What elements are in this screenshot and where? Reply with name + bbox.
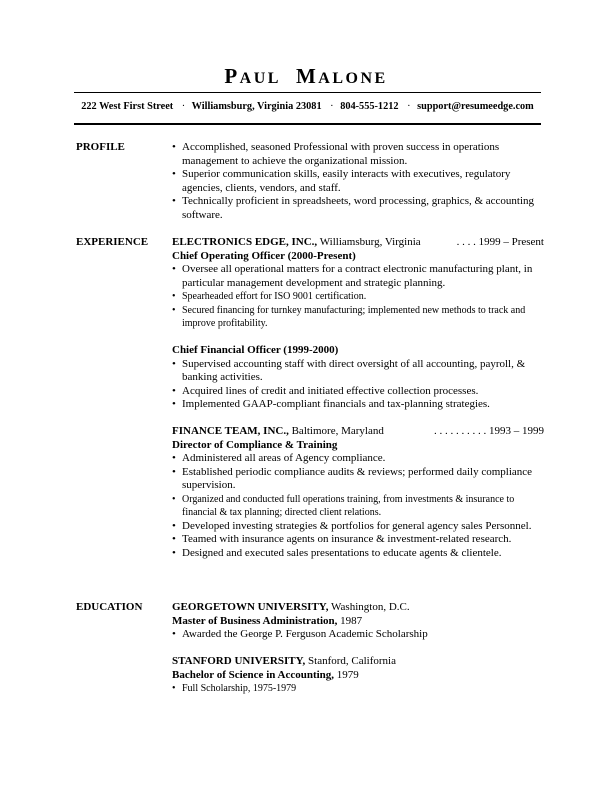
list-item: • Secured financing for turnkey manufacturing; implemented new methods to track and improve profitability. — [172, 304, 544, 331]
company-name: ELECTRONICS EDGE, INC., — [172, 236, 318, 248]
school-bullets — [172, 682, 544, 696]
list-item: • Oversee all operational matters for a contract electronic manufacturing plant, in particular management development and strategic planning. — [172, 263, 544, 290]
header-divider-thin — [74, 92, 541, 93]
profile-section — [172, 141, 544, 222]
list-item: • Designed and executed sales presentations to educate agents & clientele. — [172, 547, 544, 561]
list-item: • Teamed with insurance agents on insurance & investment-related research. — [172, 533, 544, 547]
company-location: Baltimore, Maryland — [288, 425, 384, 437]
separator: · — [407, 101, 411, 112]
degree: Bachelor of Science in Accounting, — [172, 668, 335, 681]
header-divider-thick — [74, 123, 541, 125]
degree-line — [172, 669, 544, 683]
list-item: • Established periodic compliance audits & reviews; performed daily compliance supervision. — [172, 466, 544, 493]
list-item: • Implemented GAAP-compliant financials and tax-planning strategies. — [172, 398, 544, 412]
job-bullets — [172, 263, 544, 331]
degree-year: 1979 — [334, 668, 359, 681]
list-item: • Full Scholarship, 1975-1979 — [172, 682, 544, 696]
phone: 804-555-1212 — [340, 101, 399, 112]
school-location: Stanford, California — [305, 655, 396, 667]
degree: Master of Business Administration, — [172, 614, 338, 627]
contact-line — [74, 101, 541, 112]
profile-bullets — [172, 141, 544, 222]
list-item: • Awarded the George P. Ferguson Academic Scholarship — [172, 628, 544, 642]
job-bullets — [172, 358, 544, 412]
school-bullets — [172, 628, 544, 642]
job-dates: . . . . . . . . . . 1993 – 1999 — [434, 425, 544, 437]
list-item: • Spearheaded effort for ISO 9001 certification. — [172, 290, 544, 304]
job-header — [172, 236, 544, 250]
section-title-profile: PROFILE — [76, 141, 125, 153]
list-item: • Administered all areas of Agency compliance. — [172, 452, 544, 466]
school-name: STANFORD UNIVERSITY, — [172, 655, 306, 667]
section-title-experience: EXPERIENCE — [76, 236, 149, 248]
list-item: • Developed investing strategies & portfolios for general agency sales Personnel. — [172, 520, 544, 534]
email-link[interactable]: support@resumeedge.com — [417, 101, 534, 112]
list-item: • Technically proficient in spreadsheets, word processing, graphics, & accounting software. — [172, 195, 544, 222]
job-title: Director of Compliance & Training — [172, 438, 338, 451]
job-dates: . . . . 1999 – Present — [456, 236, 544, 248]
school-header — [172, 601, 544, 615]
list-item: • Supervised accounting staff with direct oversight of all accounting, payroll, & banking activities. — [172, 358, 544, 385]
school-header — [172, 655, 544, 669]
list-item: • Acquired lines of credit and initiated effective collection processes. — [172, 385, 544, 399]
list-item: • Accomplished, seasoned Professional with proven success in operations management to achieve the organizational mission. — [172, 141, 544, 168]
list-item: • Superior communication skills, easily interacts with executives, regulatory agencies, clients, vendors, and staff. — [172, 168, 544, 195]
degree-year: 1987 — [337, 614, 363, 627]
company-location: Williamsburg, Virginia — [317, 236, 421, 248]
address: 222 West First Street — [81, 101, 174, 112]
job-title: Chief Financial Officer (1999-2000) — [172, 344, 339, 356]
separator: · — [330, 101, 334, 112]
experience-section — [172, 236, 544, 560]
school-location: Washington, D.C. — [328, 601, 410, 613]
job-bullets — [172, 452, 544, 560]
job-header — [172, 425, 544, 439]
candidate-name: PAUL MALONE — [224, 64, 388, 88]
separator: · — [181, 101, 186, 112]
section-title-education: EDUCATION — [76, 601, 143, 613]
city: Williamsburg, Virginia 23081 — [191, 101, 322, 112]
school-name: GEORGETOWN UNIVERSITY, — [172, 601, 329, 613]
degree-line — [172, 615, 544, 629]
list-item: • Organized and conducted full operations training, from investments & insurance to financial & tax planning; directed client relations. — [172, 493, 544, 520]
education-section — [172, 601, 544, 696]
company-name: FINANCE TEAM, INC., — [172, 425, 289, 437]
job-title: Chief Operating Officer (2000-Present) — [172, 249, 356, 262]
